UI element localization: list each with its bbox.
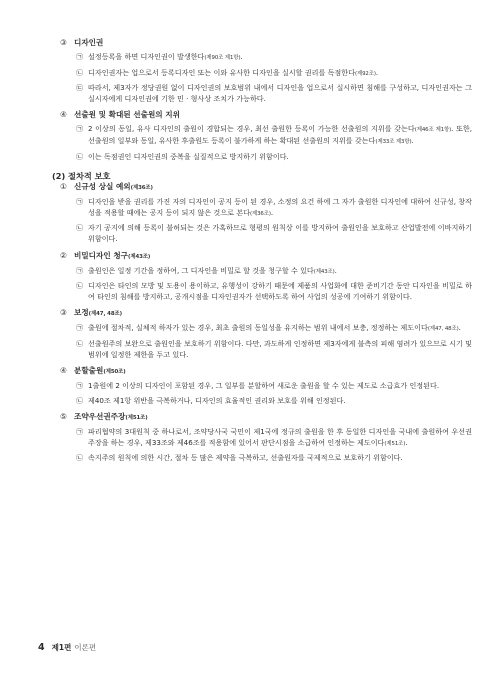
item-title	[74, 251, 150, 262]
sub-item-text	[88, 52, 472, 64]
sub-item-marker: ㉠	[76, 197, 84, 207]
sub-item-marker: ㉡	[76, 67, 84, 77]
sub-item-text	[88, 223, 472, 244]
sub-item-text	[88, 266, 472, 278]
sub-item	[60, 453, 472, 464]
text-run: .	[270, 207, 274, 217]
item-title-text: 비밀디자인 청구	[74, 250, 128, 260]
item-title	[74, 308, 122, 319]
sub-item	[60, 281, 472, 302]
item-heading	[60, 38, 472, 48]
text-run: 설정등록을 하면 디자인권이 발생한다	[88, 52, 205, 61]
sub-item	[60, 124, 472, 147]
item-number: ③	[60, 38, 67, 47]
sub-item-text	[88, 339, 472, 360]
text-run: .	[334, 265, 337, 275]
article-reference: (제51조)	[384, 440, 406, 447]
text-run: 2 이상의 동일, 유사 디자인의 출원이 경합되는 경우, 최선 출원한 등록이 가능한 선출원의 지위를 갖는다	[88, 124, 415, 134]
article-reference: (제33조 제3항)	[375, 138, 412, 145]
footer-part: 제1편	[51, 643, 72, 652]
page-content	[52, 38, 472, 464]
item-number: ④	[60, 366, 67, 376]
page-number: 4	[38, 642, 45, 653]
item-heading	[60, 251, 472, 262]
sub-item-text	[88, 83, 472, 104]
sub-item-text	[88, 124, 472, 147]
text-run: .	[411, 135, 414, 145]
sub-item-marker: ㉠	[76, 427, 84, 437]
text-run: 출원에 절차적, 실체적 하자가 있는 경우, 최초 출원의 동일성을 유지하는 범위 내에서 보충, 정정하는 제도이다	[88, 323, 428, 333]
text-run: 출원인은 일정 기간을 정하여, 그 디자인을 비밀로 할 것을 청구할 수 있다	[88, 265, 314, 275]
article-reference: (제36조)	[249, 210, 271, 217]
item-title	[74, 366, 126, 377]
rights-group	[60, 38, 472, 162]
text-run: .	[240, 52, 243, 61]
sub-item	[60, 381, 472, 392]
item-title	[74, 38, 103, 48]
article-reference: (제43조)	[313, 268, 335, 275]
sub-item-marker: ㉠	[76, 52, 84, 61]
sub-item	[60, 152, 472, 163]
article-reference: (제46조 제1항)	[414, 127, 452, 134]
text-run: 속지주의 원칙에 의한 시간, 절차 등 많은 제약을 극복하고, 선출원자를 국제적으로 보호하기 위함이다.	[88, 453, 403, 463]
sub-item-marker: ㉠	[76, 323, 84, 333]
item-heading	[60, 308, 472, 319]
sub-item-marker: ㉡	[76, 338, 84, 348]
text-run: .	[375, 67, 379, 77]
article-reference: (제51조)	[125, 415, 148, 422]
sub-item	[60, 197, 472, 219]
item-heading	[60, 366, 472, 377]
sub-item-marker: ㉢	[76, 83, 84, 93]
article-reference: (제47, 48조)	[88, 311, 122, 318]
item-title-text: 조약우선권주장	[74, 412, 126, 422]
sub-item-marker: ㉡	[76, 223, 84, 233]
sub-item-text	[88, 427, 472, 449]
sub-item-text	[88, 152, 472, 163]
item-title	[74, 412, 148, 423]
sub-item	[60, 52, 472, 64]
sub-item	[60, 339, 472, 360]
text-run: 디자인권자는 업으로서 등록디자인 또는 이와 유사한 디자인을 실시할 권리를 독점한다	[88, 67, 355, 77]
item-number: ②	[60, 250, 67, 260]
page-footer	[38, 642, 96, 653]
item-heading	[60, 182, 472, 193]
sub-item-text	[88, 323, 472, 335]
procedural-group	[60, 182, 472, 464]
item-title-text: 신규성 상실 예외	[74, 182, 131, 192]
text-run: 제40조 제1항 위반을 극복하거나, 디자인의 효율적인 권리와 보호를 위해 인정된다.	[88, 395, 346, 405]
sub-item	[60, 223, 472, 244]
text-run: 디자인을 받을 권리를 가진 자의 디자인이 공지 등이 된 경우, 소정의 요건 하에 그 자가 출원한 디자인에 대하여 신규성, 창작성을 적용할 때에는 공지 등이 되지 않은 것으로 본다	[88, 197, 472, 217]
item-title	[74, 182, 153, 193]
sub-item-marker: ㉠	[76, 265, 84, 275]
text-run: 1출원에 2 이상의 디자인이 포함된 경우, 그 일부를 분할하여 새로운 출원을 할 수 있는 제도로 소급효가 인정된다.	[88, 381, 440, 391]
item-title-text: 디자인권	[74, 38, 104, 47]
text-run: 선출원주의 보완으로 출원인을 보호하기 위함이다. 다만, 과도하게 인정하면 제3자에게 불측의 피해 염려가 있으므로 시기 및 범위에 일정한 제한을 두고 있다.	[88, 338, 472, 359]
item-heading	[60, 412, 472, 423]
sub-item	[60, 427, 472, 449]
sub-item-marker: ㉠	[76, 381, 84, 391]
item-number: ③	[60, 308, 67, 318]
sub-item-marker: ㉡	[76, 281, 84, 291]
sub-item	[60, 323, 472, 335]
text-run: 파리협약의 3대원칙 중 하나로서, 조약당사국 국민이 제1국에 정규의 출원을 한 후 동일한 디자인을 국내에 출원하여 우선권주장을 하는 경우, 제33조와 제46조를 적용함에 있어서 판단시점을 소급하여 인정하는 제도이다	[88, 427, 472, 447]
section-heading-procedural: (2) 절차적 보호	[52, 171, 111, 182]
item-title	[74, 110, 180, 120]
sub-item-marker: ㉡	[76, 395, 84, 405]
article-reference: (제47, 48조)	[427, 326, 459, 333]
sub-item-text	[88, 197, 472, 219]
article-reference: (제92조)	[354, 70, 376, 77]
sub-item-text	[88, 68, 472, 80]
text-run: 디자인은 타인의 모방 및 도용이 용이하고, 유행성이 강하기 때문에 제품의 사업화에 대한 준비기간 동안 디자인을 비밀로 하여 타인의 침해를 방지하고, 공개시점을 디자인권자가 선택하도록 하여 사업의 성공에 기여하기 위함이다.	[88, 281, 472, 301]
item-number: ④	[60, 110, 67, 120]
sub-item-text	[88, 453, 472, 464]
article-reference: (제90조 제1항)	[204, 55, 241, 61]
article-reference: (제43조)	[128, 253, 151, 260]
text-run: 이는 독점권인 디자인권의 중복을 실질적으로 방지하기 위함이다.	[88, 151, 289, 161]
sub-item-marker: ㉡	[76, 151, 84, 161]
sub-item	[60, 68, 472, 80]
text-run: .	[405, 437, 408, 447]
item-title-text: 보정	[74, 308, 89, 318]
item-title-text: 분할출원	[74, 366, 104, 376]
text-run: . 또한, 선출원의 일부와 동일, 유사한 후출원도 등록이 불가하게 하는 확대된 선출원의 지위를 갖는다	[88, 124, 472, 145]
sub-item-text	[88, 281, 472, 302]
sub-item	[60, 83, 472, 104]
sub-item-marker: ㉠	[76, 124, 84, 134]
item-number: ①	[60, 182, 67, 192]
article-reference: (제36조)	[130, 185, 153, 192]
footer-book: 이론편	[74, 643, 97, 652]
item-number: ⑤	[60, 412, 67, 422]
text-run: 자기 공지에 의해 등록이 불허되는 것은 가혹하므로 형평의 원칙상 이를 방지하여 출원인을 보호하고 산업발전에 이바지하기 위함이다.	[88, 223, 472, 243]
item-heading	[60, 110, 472, 120]
text-run: .	[458, 323, 461, 333]
sub-item-text	[88, 396, 472, 407]
article-reference: (제50조)	[103, 369, 126, 376]
sub-item-marker: ㉡	[76, 453, 84, 463]
sub-item-text	[88, 381, 472, 392]
item-title-text: 선출원 및 확대된 선출원의 지위	[74, 110, 180, 120]
sub-item	[60, 396, 472, 407]
sub-item	[60, 266, 472, 278]
text-run: 따라서, 제3자가 정당권원 없이 디자인권의 보호범위 내에서 디자인을 업으로서 실시하면 침해를 구성하고, 디자인권자는 그 실시자에게 디자인권에 기한 민 · 형사상 조치가 가능하다.	[88, 83, 472, 103]
